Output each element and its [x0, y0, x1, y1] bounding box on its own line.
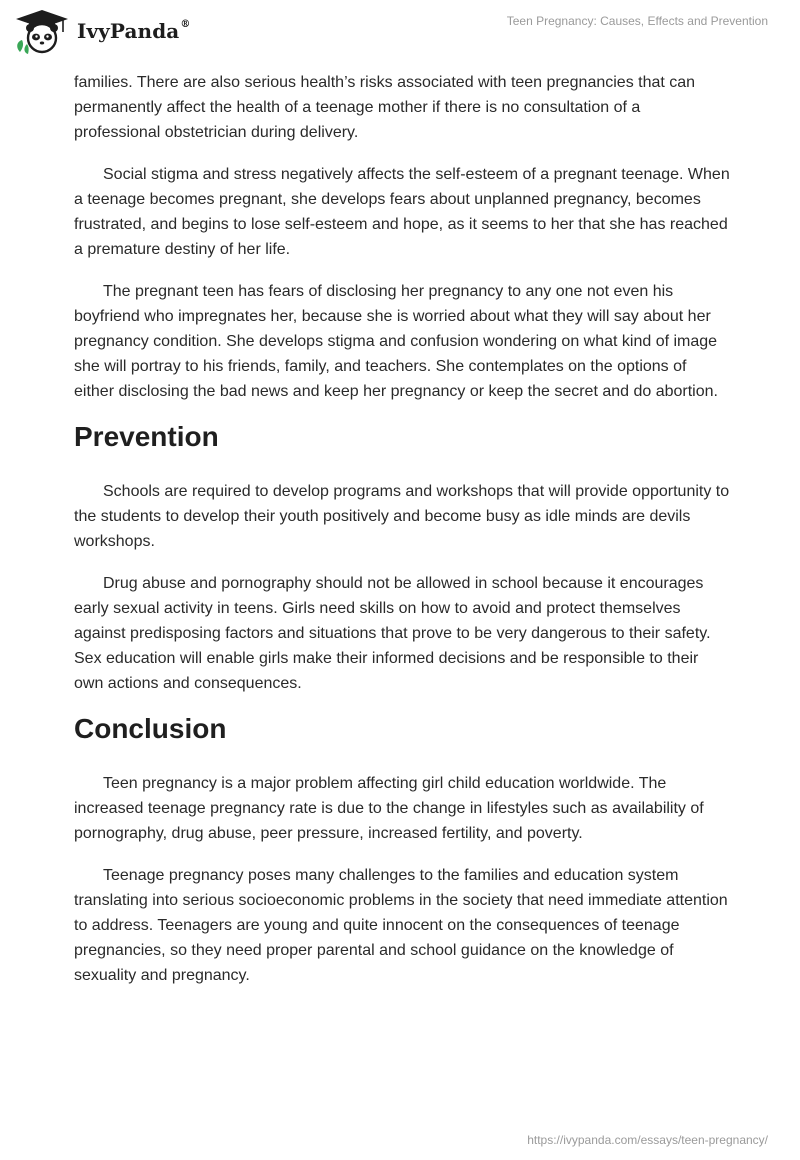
page-header: [0, 0, 800, 64]
logo-wordmark: [77, 19, 190, 43]
source-url[interactable]: https://ivypanda.com/essays/teen-pregnancy/: [527, 1133, 768, 1147]
logo-text: IvyPanda: [77, 19, 180, 43]
registered-mark: ®: [180, 19, 191, 31]
paragraph-drug-abuse: Drug abuse and pornography should not be allowed in school because it encourages early sexual activity in teens. Girls need skills on how to avoid and protect themselves against predisposing factors and situations that prove to be very dangerous to their safety. Sex education will enable girls make their informed decisions and be responsible to their own actions and consequences.: [74, 575, 711, 692]
heading-prevention: Prevention: [74, 421, 219, 452]
paragraph-social-stigma: Social stigma and stress negatively affects the self-esteem of a pregnant teenage. When a teenage becomes pregnant, she develops fears about unplanned pregnancy, becomes frustrated, and begins to lose self-esteem and hope, as it seems to her that she has reached a premature destiny of her life.: [74, 166, 730, 258]
paragraph-challenges: Teenage pregnancy poses many challenges to the families and education system translating into serious socioeconomic problems in the society that need immediate attention to address. Teenagers are young and quite innocent on the consequences of teenage pregnancies, so they need proper parental and school guidance on the knowledge of sexuality and pregnancy.: [74, 867, 728, 984]
paragraph-school-programs: Schools are required to develop programs and workshops that will provide opportunity to the students to develop their youth positively and become busy as idle minds are devils workshops.: [74, 483, 730, 550]
panda-graduate-icon: [14, 8, 70, 54]
essay-body: [74, 70, 730, 1005]
paragraph-health-risks: families. There are also serious health’s risks associated with teen pregnancies that can permanently affect the health of a teenage mother if there is no consultation of a professional obstetrician during delivery.: [74, 74, 696, 141]
document-title: Teen Pregnancy: Causes, Effects and Prevention: [506, 14, 768, 28]
ivypanda-logo[interactable]: [14, 8, 190, 54]
paragraph-major-problem: Teen pregnancy is a major problem affecting girl child education worldwide. The increased teenage pregnancy rate is due to the change in lifestyles such as availability of pornography, drug abuse, peer pressure, increased fertility, and poverty.: [74, 775, 704, 842]
heading-conclusion: Conclusion: [74, 713, 227, 744]
paragraph-disclosure-fears: The pregnant teen has fears of disclosing her pregnancy to any one not even his boyfriend who impregnates her, because she is worried about what they will say about her pregnancy condition. She develops stigma and confusion wondering on what kind of image she will portray to his friends, family, and teachers. She contemplates on the options of either disclosing the bad news and keep her pregnancy or keep the secret and do abortion.: [74, 283, 718, 400]
